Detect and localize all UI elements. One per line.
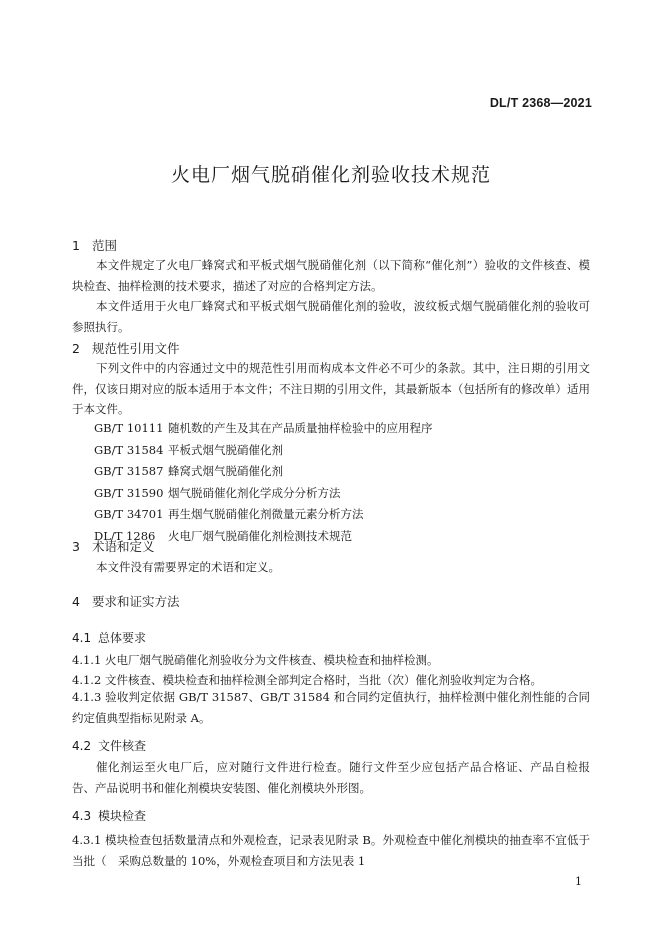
reference-item bbox=[94, 461, 433, 483]
section-1-paragraph-2: 本文件适用于火电厂蜂窝式和平板式烟气脱硝催化剂的验收，波纹板式烟气脱硝催化剂的验收可参照执行。 bbox=[72, 299, 590, 334]
subsection-number: 4.3 bbox=[72, 809, 92, 823]
reference-title: 随机数的产生及其在产品质量抽样检验中的应用程序 bbox=[168, 421, 433, 435]
reference-item bbox=[94, 483, 433, 505]
clause-number: 4.3.1 bbox=[72, 833, 102, 847]
section-3-paragraph-1: 本文件没有需要界定的术语和定义。 bbox=[96, 560, 280, 574]
reference-item bbox=[94, 504, 433, 526]
subsection-4-2-paragraph: 催化剂运至火电厂后，应对随行文件进行检查。随行文件至少应包括产品合格证、产品自检报告、产品说明书和催化剂模块安装图、催化剂模块外形图。 bbox=[72, 760, 590, 795]
document-title: 火电厂烟气脱硝催化剂验收技术规范 bbox=[170, 164, 491, 186]
clause-number: 4.1.3 bbox=[72, 690, 102, 704]
clause-text: 文件核查、模块检查和抽样检测全部判定合格时，当批（次）催化剂验收判定为合格。 bbox=[105, 673, 542, 687]
reference-code: GB/T 34701 bbox=[94, 507, 164, 521]
subsection-title: 文件核查 bbox=[98, 739, 147, 753]
subsection-number: 4.1 bbox=[72, 631, 92, 645]
section-4-heading bbox=[72, 592, 180, 610]
clause-number: 4.1.2 bbox=[72, 673, 102, 687]
section-2-heading bbox=[72, 339, 180, 357]
reference-code: DL/T 1286 bbox=[94, 528, 156, 543]
reference-code: GB/T 31584 bbox=[94, 442, 164, 457]
section-title: 术语和定义 bbox=[92, 539, 155, 554]
subsection-4-2-heading bbox=[72, 737, 146, 754]
page-number: 1 bbox=[575, 875, 582, 888]
reference-title: 平板式烟气脱硝催化剂 bbox=[168, 442, 283, 457]
reference-title: 烟气脱硝催化剂化学成分分析方法 bbox=[168, 485, 341, 500]
section-1-paragraph-1: 本文件规定了火电厂蜂窝式和平板式烟气脱硝催化剂（以下简称“催化剂”）验收的文件核查、模块检查、抽样检测的技术要求，描述了对应的合格判定方法。 bbox=[72, 258, 590, 293]
section-title: 范围 bbox=[92, 238, 118, 253]
subsection-title: 总体要求 bbox=[98, 631, 147, 645]
reference-item bbox=[94, 440, 433, 462]
section-title: 要求和证实方法 bbox=[92, 594, 180, 609]
reference-item bbox=[94, 418, 433, 440]
normative-reference-list bbox=[94, 418, 433, 547]
subsection-4-3-heading bbox=[72, 807, 146, 824]
reference-code: GB/T 10111 bbox=[94, 421, 164, 435]
clause-text: 验收判定依据 GB/T 31587、GB/T 31584 和合同约定值执行，抽样检测中催化剂性能的合同约定值典型指标见附录 A。 bbox=[72, 690, 590, 725]
clause-text: 火电厂烟气脱硝催化剂验收分为文件核查、模块检查和抽样检测。 bbox=[105, 653, 439, 667]
standard-code: DL/T 2368—2021 bbox=[489, 96, 592, 110]
clause-4-1-1 bbox=[72, 650, 590, 671]
section-number: 1 bbox=[72, 238, 80, 253]
section-1-heading bbox=[72, 236, 117, 254]
subsection-number: 4.2 bbox=[72, 739, 92, 753]
section-2-paragraph-1: 下列文件中的内容通过文中的规范性引用而构成本文件必不可少的条款。其中，注日期的引用文件，仅该日期对应的版本适用于本文件；不注日期的引用文件，其最新版本（包括所有的修改单）适用于本文件。 bbox=[72, 361, 590, 416]
clause-number: 4.1.1 bbox=[72, 653, 102, 667]
subsection-title: 模块检查 bbox=[98, 809, 147, 823]
section-number: 3 bbox=[72, 539, 80, 554]
section-3-heading bbox=[72, 537, 155, 555]
clause-4-1-3 bbox=[72, 687, 590, 728]
reference-title: 再生烟气脱硝催化剂微量元素分析方法 bbox=[168, 507, 364, 521]
reference-title: 火电厂烟气脱硝催化剂检测技术规范 bbox=[168, 528, 352, 543]
reference-title: 蜂窝式烟气脱硝催化剂 bbox=[168, 464, 283, 478]
section-title: 规范性引用文件 bbox=[92, 341, 180, 356]
reference-code: GB/T 31587 bbox=[94, 464, 164, 478]
section-number: 2 bbox=[72, 341, 80, 356]
clause-text: 模块检查包括数量清点和外观检查，记录表见附录 B。外观检查中催化剂模块的抽查率不宜低于当批（ 采购总数量的 10%，外观检查项目和方法见表 1 bbox=[72, 833, 590, 868]
reference-code: GB/T 31590 bbox=[94, 485, 164, 500]
subsection-4-1-heading bbox=[72, 629, 146, 646]
clause-4-3-1 bbox=[72, 830, 590, 871]
section-number: 4 bbox=[72, 594, 80, 609]
